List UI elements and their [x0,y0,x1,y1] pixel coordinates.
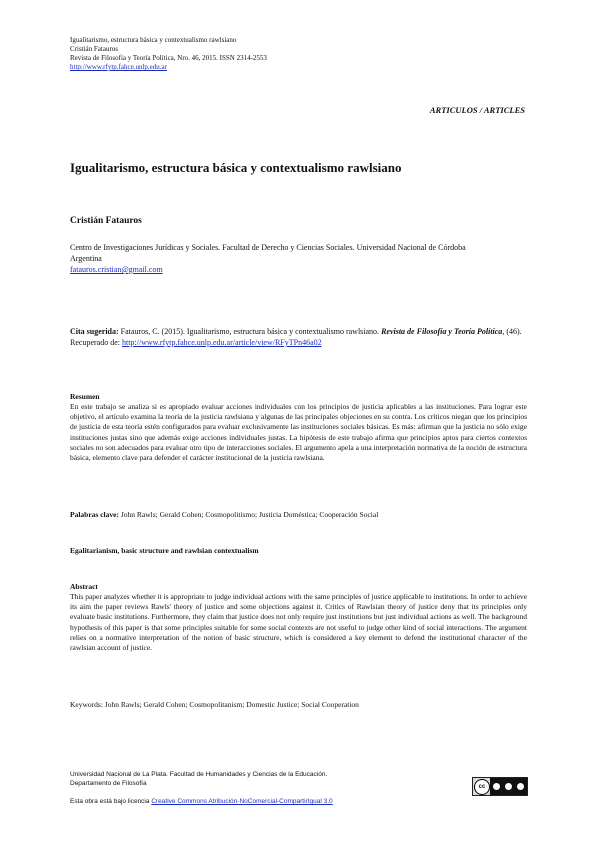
author-name: Cristián Fatauros [70,216,142,226]
citation-label: Cita sugerida: [70,327,119,336]
cc-sa-icon [517,783,524,790]
keywords-text: John Rawls; Gerald Cohen; Cosmopolitanism; Domestic Justice; Social Cooperation [102,700,359,709]
affiliation-block [70,242,525,275]
resumen-heading: Resumen [70,392,100,401]
license-link[interactable]: Creative Commons Atribución-NoComercial-CompartirIgual 3.0 [151,798,333,805]
header-author: Cristián Fatauros [70,45,119,53]
palabras-clave-label: Palabras clave: [70,510,119,519]
cc-license-badge-icon[interactable] [472,777,528,796]
running-header [70,36,267,72]
citation-journal: Revista de Filosofía y Teoría Política [381,327,503,336]
keywords-label: Keywords: [70,700,103,709]
palabras-clave-text: John Rawls; Gerald Cohen; Cosmopolitismo; Justicia Doméstica; Cooperación Social [118,510,379,519]
footer-institution [70,770,327,788]
header-article-title: Igualitarismo, estructura básica y contextualismo rawlsiano [70,36,237,44]
citation-tail: , (46). Recuperado de: [70,327,522,347]
article-title: Igualitarismo, estructura básica y contextualismo rawlsiano [70,160,402,175]
affiliation-country: Argentina [70,254,102,263]
license-prefix: Esta obra está bajo licencia [70,798,152,805]
citation-url-link[interactable]: http://www.rfytp.fahce.unlp.edu.ar/article/view/RFyTPn46a02 [121,338,322,347]
author-email-link[interactable]: fatauros.cristian@gmail.com [70,265,163,274]
cc-nc-icon [505,783,512,790]
header-url-link[interactable]: http://www.rfytp.fahce.unlp.edu.ar [70,63,167,71]
affiliation-institution: Centro de Investigaciones Jurídicas y Sociales. Facultad de Derecho y Ciencias Sociales. Universidad Nacional de Córdoba [70,243,466,252]
abstract-body: This paper analyzes whether it is appropriate to judge individual actions with the same principles of justice applicable to institutions. In order to achieve its aim the paper reviews Rawls' theory of justice and some objections against it. Critics of Rawlsian theory of justice deny that its principles only evaluate basic institutions. Furthermore, they claim that justice does not only require just institutions but just individual actions as well. The background hypothesis of this paper is that some principles suitable for some social contexts are not useful to judge other kind of social interactions. The argument relies on a normative interpretation of the notion of basic structure, which is considered a key element to defend the institutional character of the rawlsian account of justice. [70,592,527,653]
english-title: Egalitarianism, basic structure and rawlsian contextualism [70,546,259,555]
abstract-heading: Abstract [70,582,98,591]
citation-text: Fatauros, C. (2015). Igualitarismo, estructura básica y contextualismo rawlsiano. [118,327,380,336]
resumen-body: En este trabajo se analiza si es apropiado evaluar acciones individuales con los principios de justicia aplicables a las instituciones. Para lograr este objetivo, el artículo examina la teoría de la justicia rawlsiana y algunas de las principales objeciones en su contra. Los críticos niegan que los principios de justicia de esta teoría estén configurados para evaluar exclusivamente las instituciones sociales básicas. Es más: afirman que la justicia no sólo exige instituciones justas sino que además exige acciones individuales justas. La hipótesis de este trabajo afirma que principios aptos para ciertos contextos sociales no son adecuados para evaluar otro tipo de interacciones sociales. El argumento apela a una interpretación normativa de la noción de estructura básica, elemento clave para defender el carácter institucional de la justicia rawlsiana. [70,402,527,463]
keywords [70,700,530,709]
palabras-clave [70,510,530,519]
footer-line-1: Universidad Nacional de La Plata. Facultad de Humanidades y Ciencias de la Educación. [70,771,328,778]
cc-by-icon [493,783,500,790]
header-journal: Revista de Filosofía y Teoría Política, Nro. 46, 2015. ISSN 2314-2553 [70,54,267,62]
footer-line-2: Departamento de Filosofía [70,780,147,787]
section-tag: ARTICULOS / ARTICLES [429,105,525,115]
cc-attributes [490,778,527,795]
cc-logo-icon: cc [474,779,490,795]
suggested-citation [70,326,530,348]
license-note [70,798,333,805]
